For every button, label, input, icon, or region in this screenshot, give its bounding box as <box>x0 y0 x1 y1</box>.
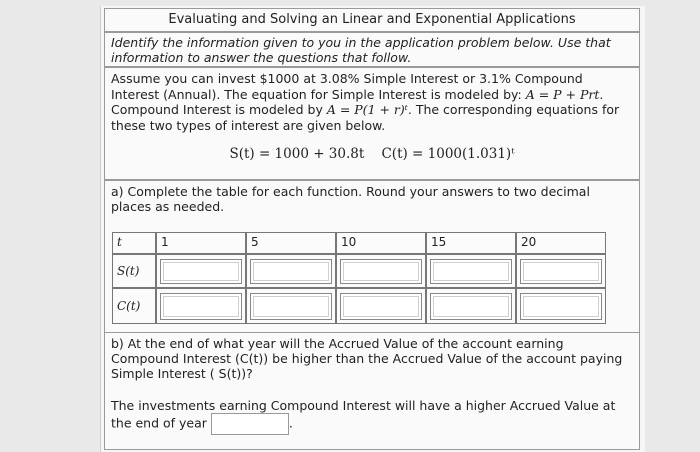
part-b-section <box>104 332 640 450</box>
table-row <box>516 254 606 288</box>
c-t15-input[interactable] <box>430 293 512 320</box>
compound-equation: C(t) = 1000(1.031)ᵗ <box>381 146 515 162</box>
simple-interest-formula: A = P + Prt. <box>525 86 604 102</box>
equations-line <box>111 147 633 163</box>
part-b-prompt: b) At the end of what year will the Accrued Value of the account earning Compound Interest (C(t)) be higher than the Accrued Value of the account paying Simple Interest ( S(t))? <box>111 336 623 381</box>
part-a-prompt: a) Complete the table for each function. Round your answers to two decimal places as needed. <box>104 180 640 220</box>
c-t20-input[interactable] <box>520 293 602 320</box>
table-header-t-5: 5 <box>246 232 336 254</box>
compound-interest-formula: A = P(1 + r)ᵗ. <box>326 102 412 117</box>
s-t10-input[interactable] <box>340 259 422 284</box>
answer-prefix: The investments earning Compound Interest will have a higher Accrued Value at the end of year <box>111 398 616 431</box>
table-row <box>246 254 336 288</box>
answer-line <box>111 398 633 435</box>
table-row <box>156 288 246 324</box>
table-header-t: t <box>112 232 156 254</box>
table-row <box>426 254 516 288</box>
table-row <box>246 288 336 324</box>
year-input[interactable] <box>211 413 289 435</box>
s-t15-input[interactable] <box>430 259 512 284</box>
values-table <box>104 220 640 332</box>
problem-intro: Assume you can invest $1000 at 3.08% Simple Interest or 3.1% Compound Interest (Annual). The equation for Simple Interest is modeled by: <box>111 71 583 102</box>
table-row <box>426 288 516 324</box>
s-t5-input[interactable] <box>250 259 332 284</box>
problem-outro: The corresponding equations for these two types of interest are given below. <box>111 102 620 133</box>
problem-statement <box>104 67 640 180</box>
table-header-t-10: 10 <box>336 232 426 254</box>
instructions-text: Identify the information given to you in the application problem below. Use that information to answer the questions that follow. <box>104 32 640 67</box>
c-t1-input[interactable] <box>160 293 242 320</box>
table-header-t-15: 15 <box>426 232 516 254</box>
table-row <box>516 288 606 324</box>
c-t5-input[interactable] <box>250 293 332 320</box>
table-row <box>336 288 426 324</box>
table-header-t-1: 1 <box>156 232 246 254</box>
table-row <box>336 254 426 288</box>
table-header-t-20: 20 <box>516 232 606 254</box>
simple-equation: S(t) = 1000 + 30.8t <box>229 146 365 162</box>
table-row <box>156 254 246 288</box>
row-label-c: C(t) <box>112 288 156 324</box>
answer-suffix: . <box>288 415 293 431</box>
problem-mid: Compound Interest is modeled by <box>111 102 323 117</box>
row-label-s: S(t) <box>112 254 156 288</box>
page-title: Evaluating and Solving an Linear and Exponential Applications <box>104 8 640 32</box>
s-t20-input[interactable] <box>520 259 602 284</box>
c-t10-input[interactable] <box>340 293 422 320</box>
s-t1-input[interactable] <box>160 259 242 284</box>
